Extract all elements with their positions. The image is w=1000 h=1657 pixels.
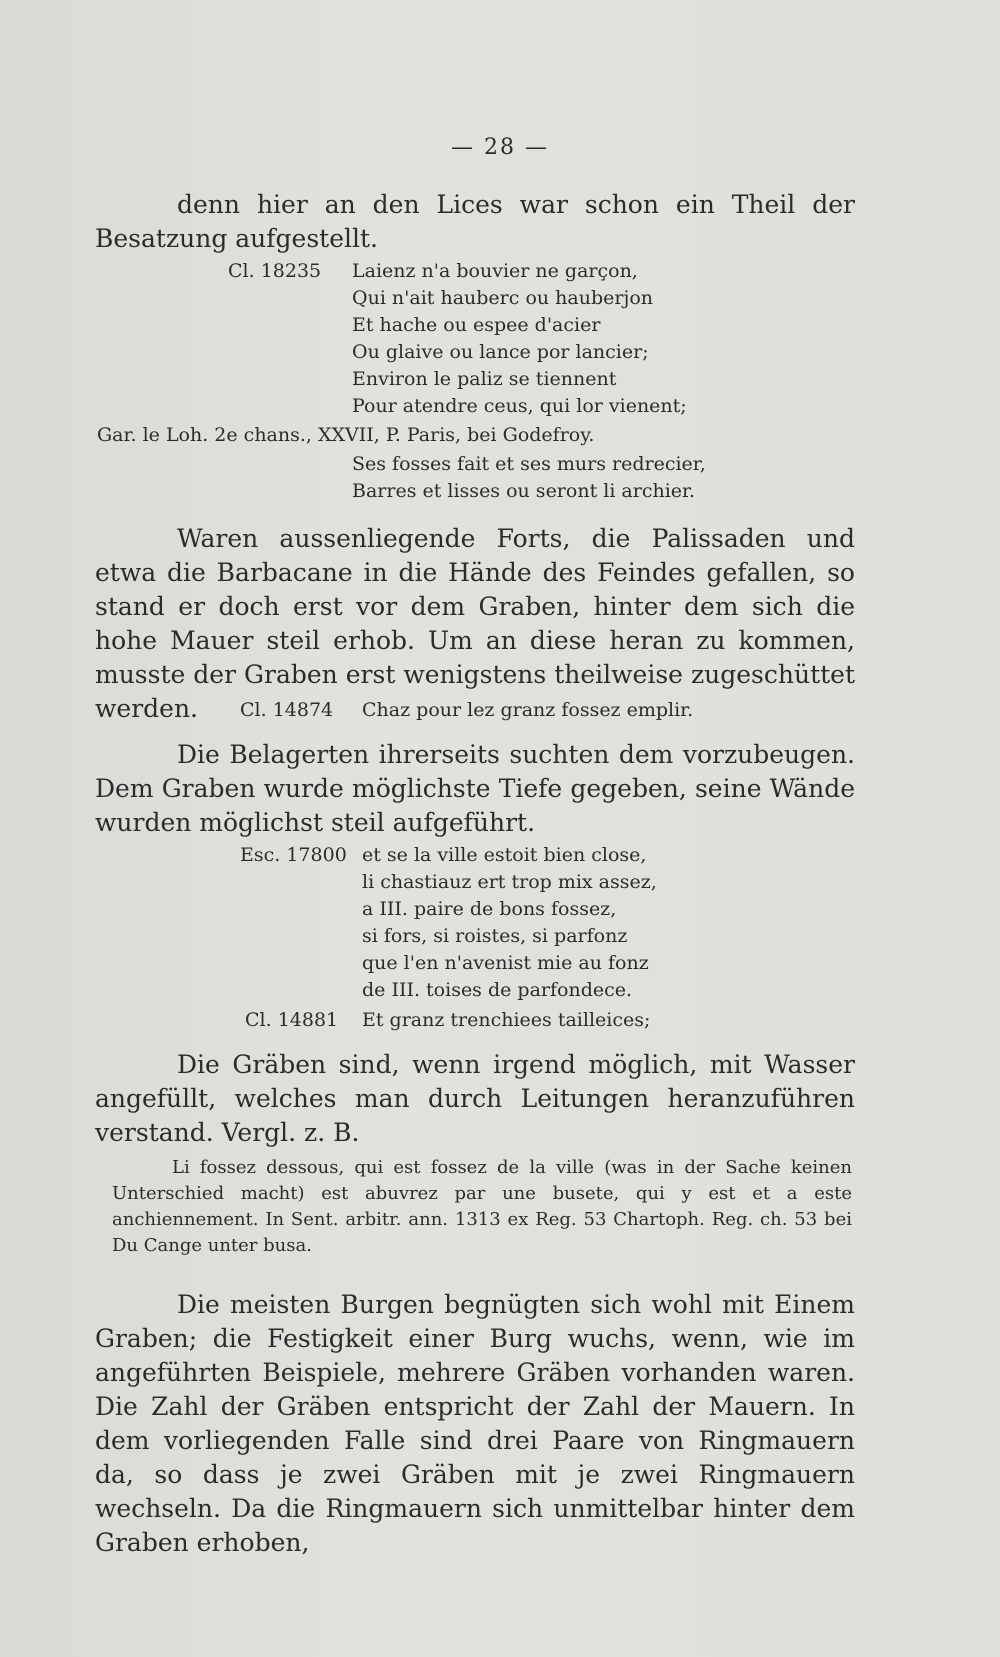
footnote-quote: Li fossez dessous, qui est fossez de la ville (was in der Sache keinen Unterschied macht) est abuvrez par une busete, qui y est et a este anchiennement. In Sent. arbitr. ann. 1313 ex Reg. 53 Chartoph. Reg. ch. 53 bei Du Cange unter busa.: [112, 1157, 852, 1256]
quote-1-line: Pour atendre ceus, qui lor vienent;: [352, 395, 687, 417]
paragraph-5: Die meisten Burgen begnügten sich wohl mit Einem Graben; die Festigkeit einer Burg wuchs, wenn, wie im angeführten Beispiele, mehrere Gräben vorhanden waren. Die Zahl der Gräben entspricht der Zahl der Mauern. In dem vorliegenden Falle sind drei Paare von Ringmauern da, so dass je zwei Gräben mit je zwei Ringmauern wechseln. Da die Ringmauern sich unmittelbar hinter dem Graben erhoben,: [95, 1290, 855, 1557]
paragraph-4: Die Gräben sind, wenn irgend möglich, mit Wasser angefüllt, welches man durch Leitungen heranzuführen verstand. Vergl. z. B.: [95, 1050, 855, 1147]
quote-1-line: Laienz n'a bouvier ne garçon,: [352, 260, 638, 282]
quote-2-line: Ses fosses fait et ses murs redrecier,: [352, 453, 706, 475]
quote-4-line: de III. toises de parfondece.: [362, 979, 633, 1001]
quote-4-line: a III. paire de bons fossez,: [362, 898, 617, 920]
quote-1-ref: Cl. 18235: [228, 260, 322, 282]
quote-1-line: Ou glaive ou lance por lancier;: [352, 341, 649, 363]
quote-1-line: Environ le paliz se tiennent: [352, 368, 617, 390]
quote-4-line: que l'en n'avenist mie au fonz: [362, 952, 649, 974]
quote-4-line: li chastiauz ert trop mix assez,: [362, 871, 657, 893]
quote-5-ref: Cl. 14881: [245, 1009, 339, 1031]
paragraph-2: Waren aussenliegende Forts, die Palissaden und etwa die Barbacane in die Hände des Feindes gefallen, so stand er doch erst vor dem Graben, hinter dem sich die hohe Mauer steil erhob. Um an diese heran zu kommen, musste der Graben erst wenigstens theilweise zugeschüttet werden.: [95, 524, 855, 723]
quote-5-line: Et granz trenchiees tailleices;: [362, 1009, 651, 1031]
quote-3-ref: Cl. 14874: [240, 699, 334, 721]
paragraph-3: Die Belagerten ihrerseits suchten dem vorzubeugen. Dem Graben wurde möglichste Tiefe gegeben, seine Wände wurden möglichst steil aufgeführt.: [95, 740, 855, 837]
quote-4-line: et se la ville estoit bien close,: [362, 844, 647, 866]
quote-2-ref: Gar. le Loh. 2e chans., XXVII, P. Paris, bei Godefroy.: [97, 424, 595, 446]
quote-4-ref: Esc. 17800: [240, 844, 347, 866]
quote-4-line: si fors, si roistes, si parfonz: [362, 925, 628, 947]
paragraph-1: denn hier an den Lices war schon ein Theil der Besatzung aufgestellt.: [95, 190, 855, 253]
quote-1-line: Qui n'ait hauberc ou hauberjon: [352, 287, 654, 309]
quote-3-line: Chaz pour lez granz fossez emplir.: [362, 699, 694, 721]
quote-2-line: Barres et lisses ou seront li archier.: [352, 480, 696, 502]
quote-1-line: Et hache ou espee d'acier: [352, 314, 601, 336]
page-number: — 28 —: [451, 135, 549, 160]
